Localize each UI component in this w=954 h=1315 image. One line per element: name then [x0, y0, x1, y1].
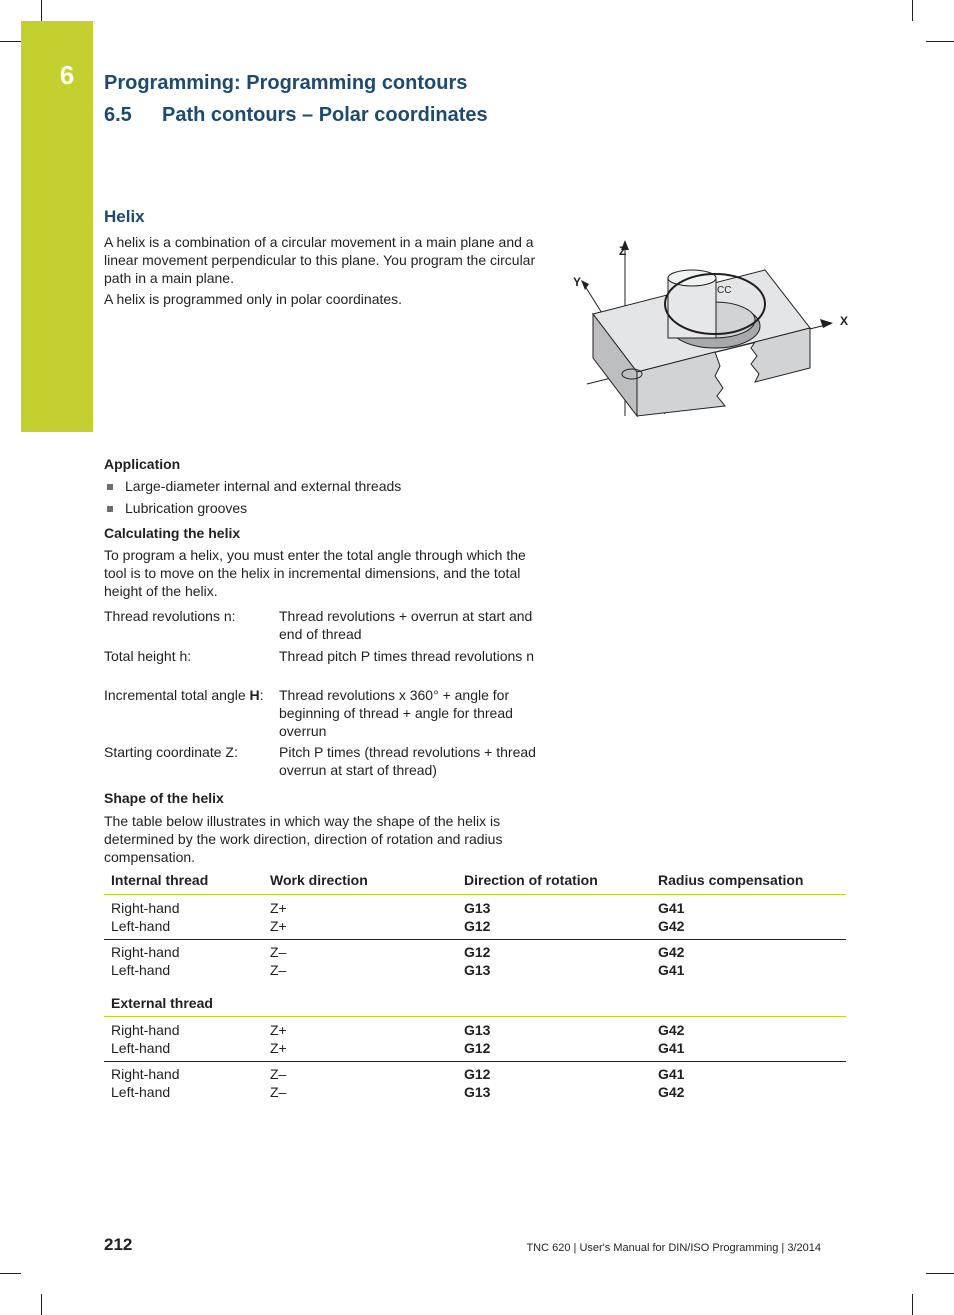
crop-mark — [0, 1273, 21, 1274]
def-term: Total height h: — [104, 648, 192, 664]
external-thread-label: External thread — [111, 995, 213, 1011]
helix-heading: Helix — [104, 207, 145, 226]
list-item: Lubrication grooves — [104, 499, 247, 517]
helix-polar-note: A helix is programmed only in polar coordinates. — [104, 291, 403, 307]
table-header-cell: Direction of rotation — [464, 872, 598, 888]
def-desc: Thread pitch P times thread revolutions n — [279, 648, 534, 664]
table-header-cell: Radius compensation — [658, 872, 804, 888]
table-divider — [104, 1016, 846, 1017]
crop-mark — [926, 41, 954, 42]
def-desc: Thread revolutions x 360° + angle for beginning of thread + angle for thread overrun — [279, 687, 513, 739]
helix-intro: A helix is a combination of a circular movement in a main plane and a linear movement perpendicular to this plane. You program the circular path in a main plane. — [104, 234, 536, 286]
def-term: Starting coordinate Z: — [104, 744, 238, 760]
table-header-cell: Internal thread — [111, 872, 209, 888]
crop-mark — [41, 1294, 42, 1315]
shape-heading: Shape of the helix — [104, 790, 224, 806]
def-term: Incremental total angle H: — [104, 687, 264, 703]
calculating-intro: To program a helix, you must enter the total angle through which the tool is to move on the helix in incremental dimensions, and the total height of the helix. — [104, 547, 526, 599]
cc-label: CC — [717, 285, 732, 296]
table-cell: G41 G42 — [658, 1066, 685, 1100]
crop-mark — [912, 0, 913, 21]
axis-z-label: Z — [619, 244, 627, 258]
def-desc: Thread revolutions + overrun at start and end of thread — [279, 608, 533, 642]
bullet-icon — [107, 484, 113, 490]
table-row-divider — [104, 1061, 846, 1062]
table-header-cell: Work direction — [270, 872, 368, 888]
crop-mark — [0, 41, 21, 42]
crop-mark — [912, 1294, 913, 1315]
chapter-title: Programming: Programming contours — [104, 72, 468, 94]
table-cell: Z– Z– — [270, 944, 287, 978]
table-cell: Right-hand Left-hand — [111, 1066, 180, 1100]
table-cell: G13 G12 — [464, 1022, 491, 1056]
list-item: Large-diameter internal and external threads — [104, 477, 401, 495]
crop-mark — [926, 1273, 954, 1274]
table-cell: Right-hand Left-hand — [111, 944, 180, 978]
calculating-heading: Calculating the helix — [104, 525, 241, 541]
table-cell: G12 G13 — [464, 1066, 491, 1100]
def-desc: Pitch P times (thread revolutions + thread overrun at start of thread) — [279, 744, 536, 778]
table-cell: G13 G12 — [464, 900, 491, 934]
table-cell: G42 G41 — [658, 1022, 685, 1056]
def-term: Thread revolutions n: — [104, 608, 236, 624]
page-number: 212 — [104, 1235, 133, 1254]
section-title: Path contours – Polar coordinates — [162, 104, 488, 126]
table-cell: G12 G13 — [464, 944, 491, 978]
shape-intro: The table below illustrates in which way the shape of the helix is determined by the work direction, direction of rotation and radius compensation. — [104, 813, 503, 865]
table-cell: Z+ Z+ — [270, 1022, 287, 1056]
table-cell: Right-hand Left-hand — [111, 900, 180, 934]
chapter-number: 6 — [59, 60, 75, 90]
table-cell: Z– Z– — [270, 1066, 287, 1100]
table-cell: Z+ Z+ — [270, 900, 287, 934]
footer-text: TNC 620 | User's Manual for DIN/ISO Programming | 3/2014 — [526, 1242, 821, 1254]
axis-x-label: X — [840, 314, 849, 328]
table-row-divider — [104, 939, 846, 940]
bullet-icon — [107, 506, 113, 512]
axis-y-label: Y — [573, 275, 582, 289]
table-divider — [104, 894, 846, 895]
crop-mark — [41, 0, 42, 21]
table-cell: Right-hand Left-hand — [111, 1022, 180, 1056]
helix-figure — [565, 236, 855, 426]
table-cell: G42 G41 — [658, 944, 685, 978]
table-cell: G41 G42 — [658, 900, 685, 934]
application-heading: Application — [104, 456, 181, 472]
section-number: 6.5 — [104, 104, 132, 126]
